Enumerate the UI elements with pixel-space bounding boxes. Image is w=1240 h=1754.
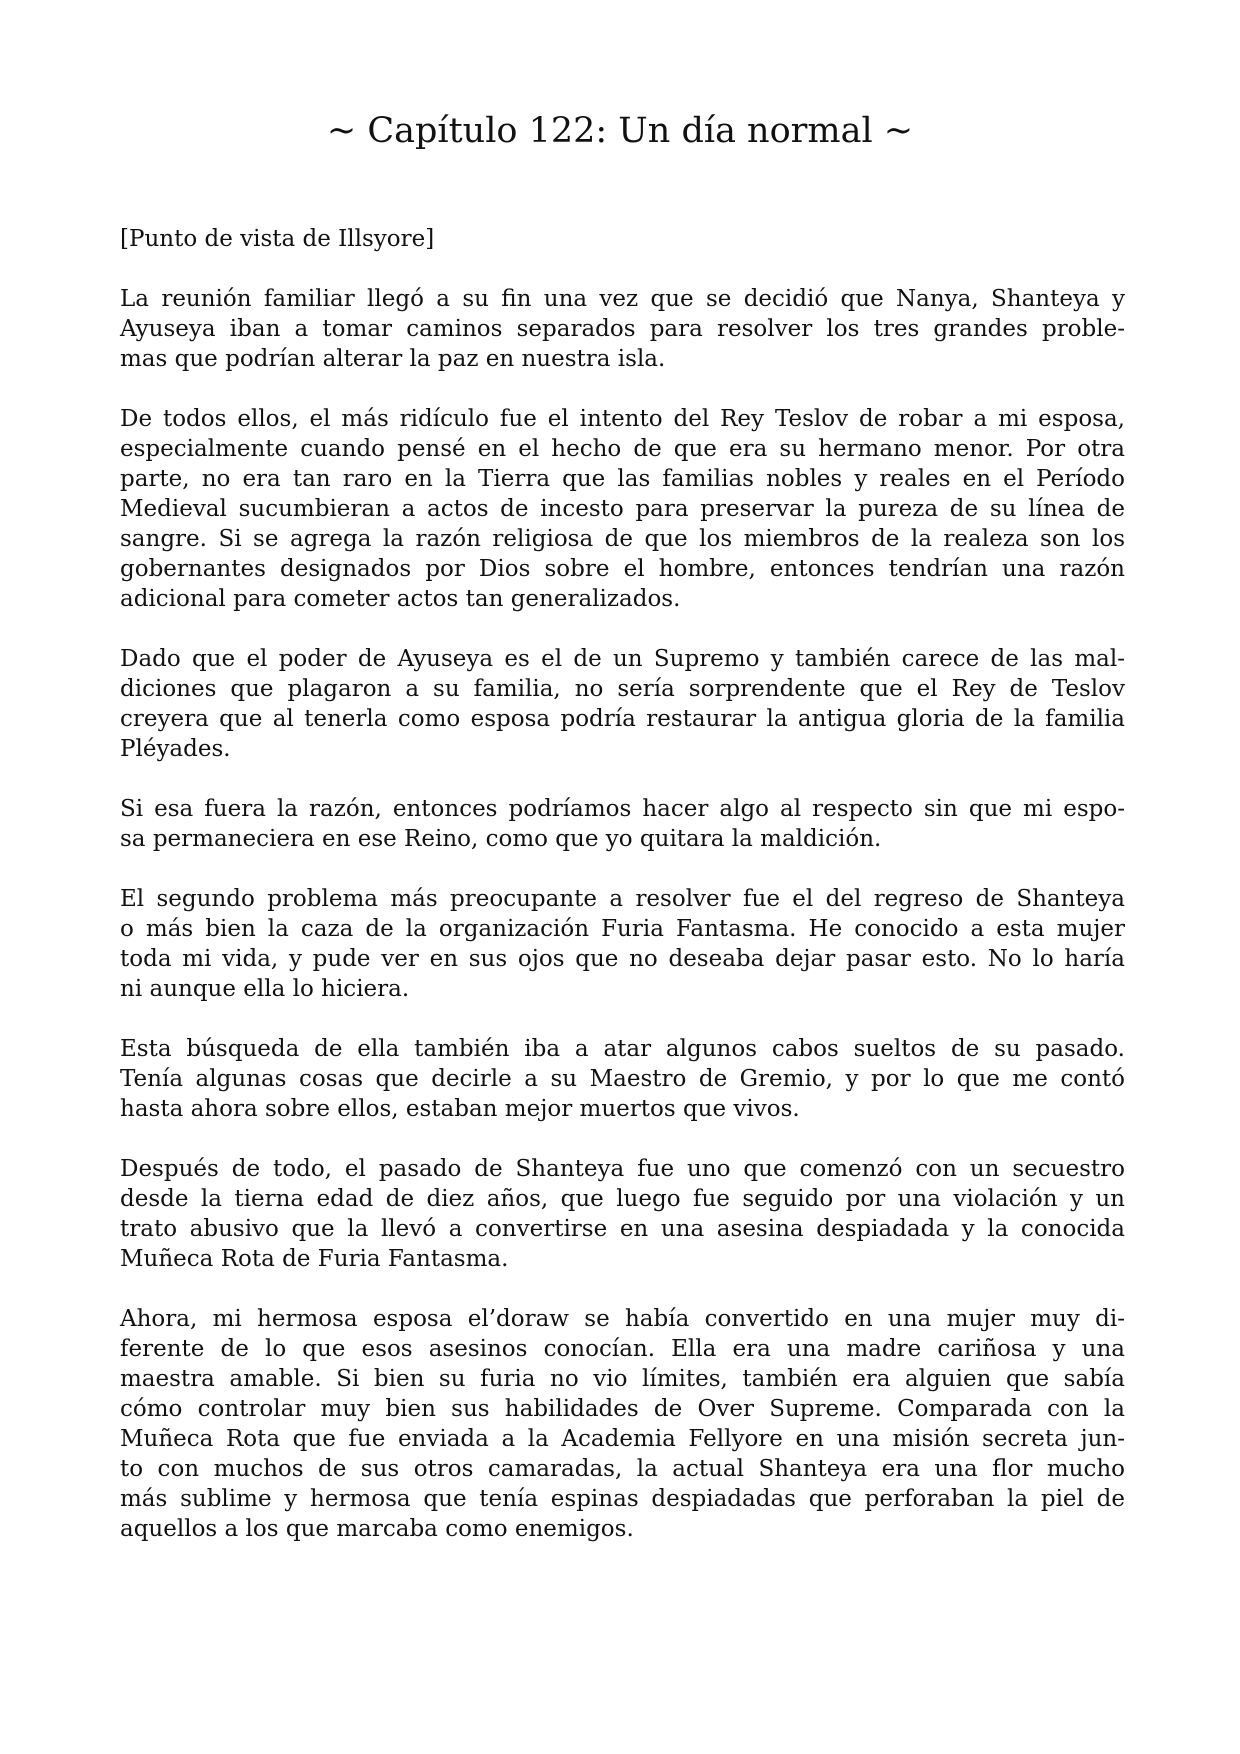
text-line: Ayuseya iban a tomar caminos separados para resolver los tres grandes proble- (120, 316, 1125, 342)
text-line: hasta ahora sobre ellos, estaban mejor muertos que vivos. (120, 1096, 800, 1122)
text-line: ferente de lo que esos asesinos conocían. Ella era una madre cariñosa y una (120, 1336, 1125, 1362)
text-line: Si esa fuera la razón, entonces podríamos hacer algo al respecto sin que mi espo- (120, 796, 1125, 822)
text-line: maestra amable. Si bien su furia no vio límites, también era alguien que sabía (120, 1366, 1125, 1392)
text-line: mas que podrían alterar la paz en nuestra isla. (120, 346, 666, 372)
paragraph-point-of-view (120, 224, 1125, 254)
chapter-title: ~ Capítulo 122: Un día normal ~ (326, 111, 914, 151)
text-line: creyera que al tenerla como esposa podría restaurar la antigua gloria de la familia (120, 706, 1125, 732)
paragraph (120, 1304, 1125, 1544)
paragraph (120, 644, 1125, 764)
paragraph (120, 794, 1125, 854)
text-line: gobernantes designados por Dios sobre el hombre, entonces tendrían una razón (120, 556, 1125, 582)
text-line: parte, no era tan raro en la Tierra que las familias nobles y reales en el Período (120, 466, 1125, 492)
paragraph (120, 1034, 1125, 1124)
text-line: ni aunque ella lo hiciera. (120, 976, 410, 1002)
text-line: Ahora, mi hermosa esposa el’doraw se había convertido en una mujer muy di- (120, 1306, 1125, 1332)
text-line: Esta búsqueda de ella también iba a atar algunos cabos sueltos de su pasado. (120, 1036, 1125, 1062)
text-line: sa permaneciera en ese Reino, como que yo quitara la maldición. (120, 826, 882, 852)
text-line: La reunión familiar llegó a su fin una vez que se decidió que Nanya, Shanteya y (120, 286, 1125, 312)
chapter-body (120, 224, 1125, 1574)
text-line: desde la tierna edad de diez años, que luego fue seguido por una violación y un (120, 1186, 1125, 1212)
paragraph (120, 1154, 1125, 1274)
text-line: Después de todo, el pasado de Shanteya fue uno que comenzó con un secuestro (120, 1156, 1125, 1182)
text-line: Medieval sucumbieran a actos de incesto para preservar la pureza de su línea de (120, 496, 1125, 522)
text-line: sangre. Si se agrega la razón religiosa de que los miembros de la realeza son los (120, 526, 1125, 552)
text-line: Pléyades. (120, 736, 231, 762)
text-line: trato abusivo que la llevó a convertirse en una asesina despiadada y la conocida (120, 1216, 1125, 1242)
text-line: más sublime y hermosa que tenía espinas despiadadas que perforaban la piel de (120, 1486, 1125, 1512)
paragraph (120, 884, 1125, 1004)
text-line: o más bien la caza de la organización Furia Fantasma. He conocido a esta mujer (120, 916, 1125, 942)
text-line: aquellos a los que marcaba como enemigos. (120, 1516, 634, 1542)
text-line: Muñeca Rota que fue enviada a la Academia Fellyore en una misión secreta jun- (120, 1426, 1125, 1452)
text-line: cómo controlar muy bien sus habilidades de Over Supreme. Comparada con la (120, 1396, 1125, 1422)
text-line: diciones que plagaron a su familia, no sería sorprendente que el Rey de Teslov (120, 676, 1125, 702)
text-line: [Punto de vista de Illsyore] (120, 226, 435, 252)
text-line: Muñeca Rota de Furia Fantasma. (120, 1246, 509, 1272)
text-line: De todos ellos, el más ridículo fue el intento del Rey Teslov de robar a mi esposa, (120, 406, 1125, 432)
text-line: to con muchos de sus otros camaradas, la actual Shanteya era una flor mucho (120, 1456, 1125, 1482)
text-line: Dado que el poder de Ayuseya es el de un Supremo y también carece de las mal- (120, 646, 1125, 672)
text-line: El segundo problema más preocupante a resolver fue el del regreso de Shanteya (120, 886, 1125, 912)
paragraph (120, 404, 1125, 614)
text-line: adicional para cometer actos tan generalizados. (120, 586, 681, 612)
text-line: toda mi vida, y pude ver en sus ojos que no deseaba dejar pasar esto. No lo haría (120, 946, 1125, 972)
paragraph (120, 284, 1125, 374)
text-line: Tenía algunas cosas que decirle a su Maestro de Gremio, y por lo que me contó (120, 1066, 1125, 1092)
text-line: especialmente cuando pensé en el hecho de que era su hermano menor. Por otra (120, 436, 1125, 462)
